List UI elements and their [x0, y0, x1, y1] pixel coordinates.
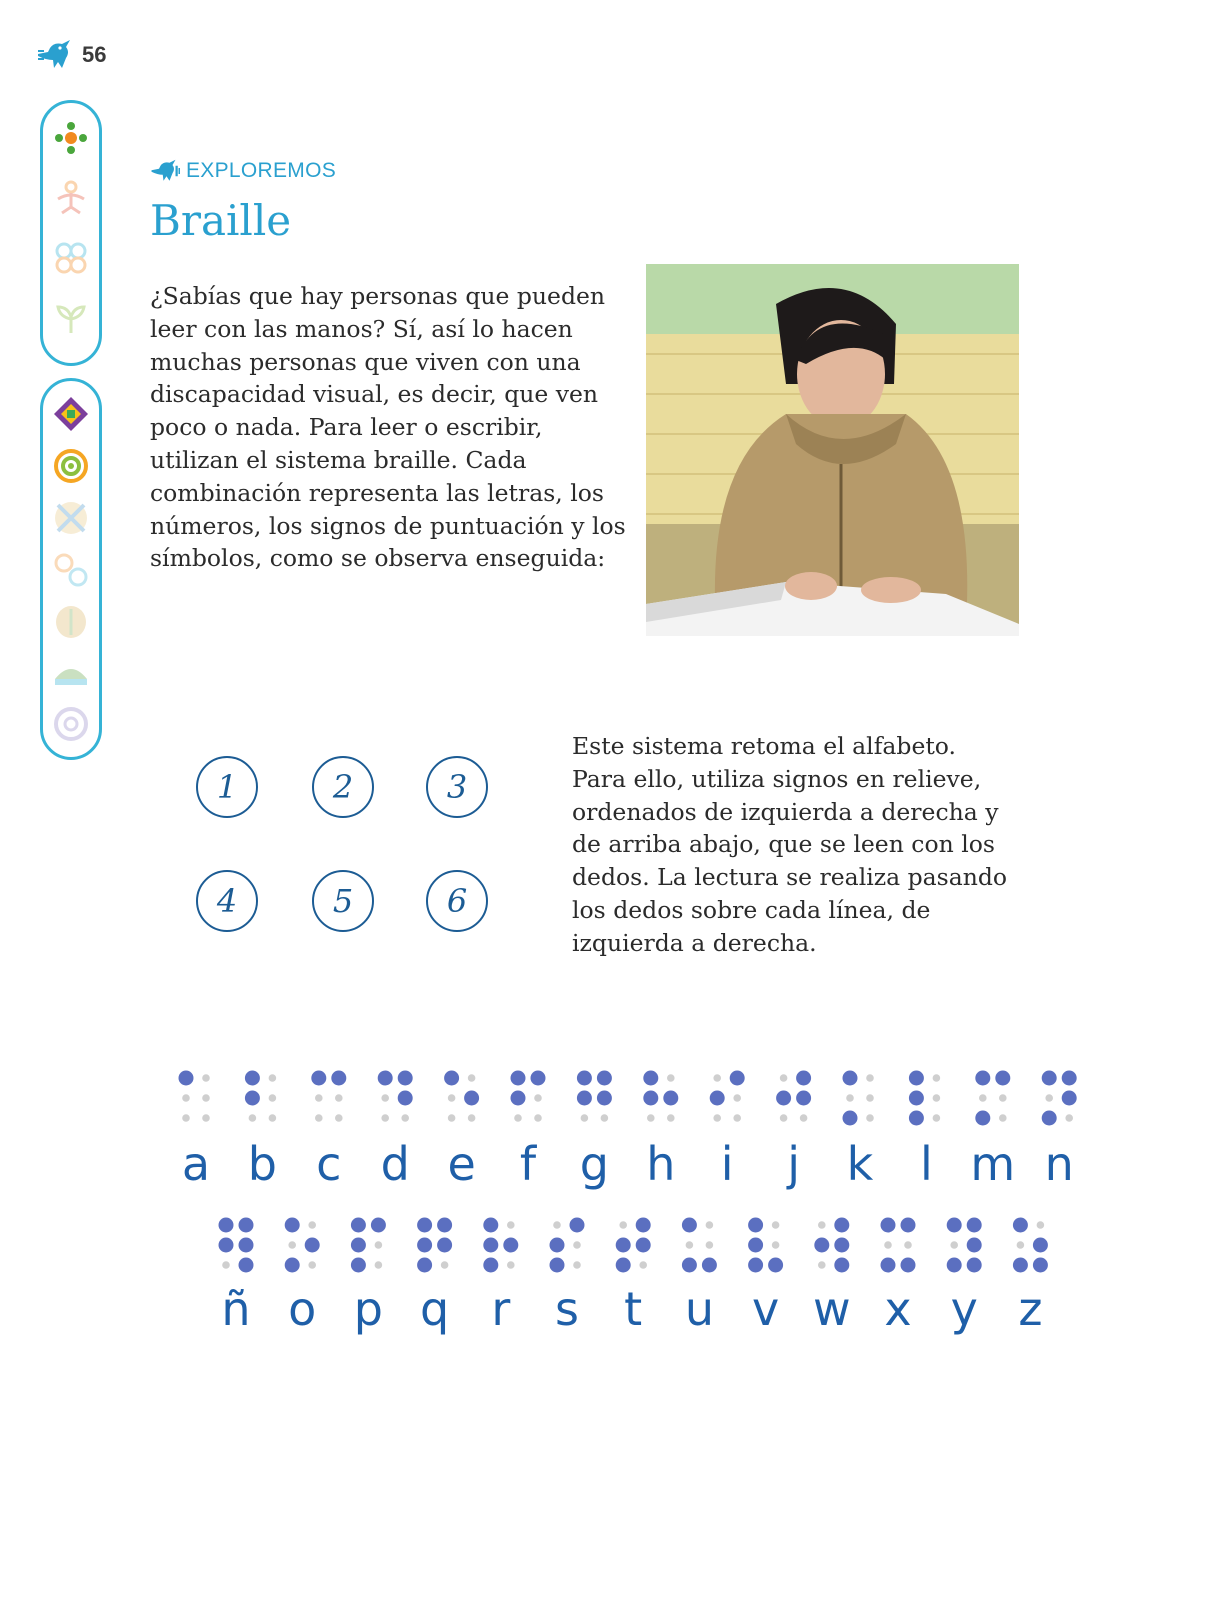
braille-dot-flat-c-3 [315, 1114, 323, 1122]
braille-dot-raised-z-1 [1013, 1218, 1028, 1233]
braille-dot-raised-ñ-1 [219, 1218, 234, 1233]
cell-number-6: 6 [426, 870, 488, 932]
braille-dot-raised-p-3 [351, 1258, 366, 1273]
cell-number-4: 4 [196, 870, 258, 932]
braille-dot-flat-n-6 [1065, 1114, 1073, 1122]
braille-dot-raised-w-4 [834, 1218, 849, 1233]
braille-cell-v [748, 1218, 783, 1337]
braille-dot-flat-m-2 [979, 1094, 987, 1102]
braille-letter-w: w [812, 1282, 851, 1336]
braille-dot-raised-z-5 [1033, 1238, 1048, 1253]
braille-dot-flat-n-2 [1045, 1094, 1053, 1102]
explanation-paragraph: Este sistema retoma el alfabeto. Para ello, utiliza signos en relieve, ordenados de izquierda a derecha y de arriba abajo, que se leen con los dedos. La lectura se realiza pasando los dedos sobre cada línea, de izquierda a derecha. [572, 732, 1008, 957]
braille-dot-flat-b-5 [269, 1094, 277, 1102]
braille-dot-raised-q-2 [417, 1238, 432, 1253]
braille-dot-raised-g-5 [597, 1091, 612, 1106]
braille-dot-raised-r-1 [483, 1218, 498, 1233]
braille-dot-flat-q-6 [441, 1261, 449, 1269]
braille-dot-flat-s-6 [573, 1261, 581, 1269]
braille-dot-raised-h-5 [663, 1091, 678, 1106]
braille-dot-flat-a-2 [182, 1094, 190, 1102]
braille-dot-raised-p-2 [351, 1238, 366, 1253]
braille-letter-o: o [288, 1282, 317, 1336]
braille-dot-raised-y-6 [967, 1258, 982, 1273]
braille-dot-raised-w-5 [834, 1238, 849, 1253]
braille-dot-raised-r-2 [483, 1238, 498, 1253]
braille-dot-flat-x-2 [884, 1241, 892, 1249]
braille-dot-raised-ñ-4 [239, 1218, 254, 1233]
braille-dot-raised-p-4 [371, 1218, 386, 1233]
braille-dot-raised-g-2 [577, 1091, 592, 1106]
braille-dot-raised-t-4 [636, 1218, 651, 1233]
braille-dot-flat-p-5 [375, 1241, 383, 1249]
braille-dot-raised-x-3 [881, 1258, 896, 1273]
braille-dot-flat-d-6 [401, 1114, 409, 1122]
braille-dot-raised-ñ-6 [239, 1258, 254, 1273]
braille-dot-flat-j-6 [800, 1114, 808, 1122]
braille-dot-raised-u-1 [682, 1218, 697, 1233]
braille-dot-flat-k-4 [866, 1074, 874, 1082]
braille-dot-raised-l-1 [909, 1071, 924, 1086]
braille-dot-flat-o-2 [288, 1241, 296, 1249]
braille-dot-flat-d-3 [381, 1114, 389, 1122]
braille-letter-u: u [684, 1282, 714, 1336]
braille-dot-raised-k-3 [843, 1111, 858, 1126]
braille-cell-c [311, 1071, 346, 1192]
braille-dot-raised-m-4 [995, 1071, 1010, 1086]
braille-letter-e: e [447, 1137, 476, 1191]
braille-dot-flat-z-2 [1017, 1241, 1025, 1249]
braille-dot-raised-n-4 [1062, 1071, 1077, 1086]
braille-cell-n [1042, 1071, 1077, 1192]
braille-dot-flat-i-6 [733, 1114, 741, 1122]
braille-dot-raised-i-2 [710, 1091, 725, 1106]
braille-letter-l: l [920, 1137, 933, 1191]
braille-dot-flat-h-3 [647, 1114, 655, 1122]
braille-letter-n: n [1044, 1137, 1074, 1191]
cell-number-3: 3 [426, 756, 488, 818]
braille-dot-flat-t-6 [639, 1261, 647, 1269]
braille-dot-flat-u-2 [686, 1241, 694, 1249]
braille-dot-raised-u-6 [702, 1258, 717, 1273]
braille-dot-raised-j-2 [776, 1091, 791, 1106]
braille-dot-flat-j-3 [780, 1114, 788, 1122]
braille-dot-raised-y-5 [967, 1238, 982, 1253]
braille-letter-q: q [419, 1282, 450, 1336]
braille-cell-q [417, 1218, 452, 1337]
braille-dot-raised-o-1 [285, 1218, 300, 1233]
braille-dot-raised-y-1 [947, 1218, 962, 1233]
braille-dot-flat-w-1 [818, 1221, 826, 1229]
braille-dot-flat-d-2 [381, 1094, 389, 1102]
braille-cell-w [813, 1218, 851, 1337]
braille-cell-e [444, 1071, 479, 1192]
braille-dot-flat-v-4 [772, 1221, 780, 1229]
page-number-text: 56 [82, 42, 107, 67]
braille-letter-z: z [1018, 1282, 1043, 1336]
braille-dot-flat-r-4 [507, 1221, 515, 1229]
braille-dot-flat-i-3 [713, 1114, 721, 1122]
braille-dot-flat-e-3 [448, 1114, 456, 1122]
braille-cell-d [378, 1071, 413, 1192]
braille-dot-raised-l-3 [909, 1111, 924, 1126]
braille-dot-flat-h-4 [667, 1074, 675, 1082]
braille-dot-flat-s-5 [573, 1241, 581, 1249]
braille-cell-p [351, 1218, 386, 1337]
braille-dot-flat-x-5 [904, 1241, 912, 1249]
page-title: Braille [150, 196, 292, 245]
braille-dot-raised-h-2 [643, 1091, 658, 1106]
braille-dot-raised-v-1 [748, 1218, 763, 1233]
braille-dot-raised-y-3 [947, 1258, 962, 1273]
braille-dot-flat-a-3 [182, 1114, 190, 1122]
braille-dot-raised-s-4 [570, 1218, 585, 1233]
braille-cell-z [1013, 1218, 1048, 1337]
braille-dot-raised-b-2 [245, 1091, 260, 1106]
braille-dot-raised-z-3 [1013, 1258, 1028, 1273]
braille-dot-flat-m-5 [999, 1094, 1007, 1102]
cell-number-1: 1 [196, 756, 258, 818]
braille-dot-flat-m-6 [999, 1114, 1007, 1122]
braille-dot-raised-m-1 [975, 1071, 990, 1086]
braille-cell-r [483, 1218, 518, 1337]
braille-dot-raised-d-1 [378, 1071, 393, 1086]
braille-dot-flat-t-1 [619, 1221, 627, 1229]
braille-dot-raised-d-4 [398, 1071, 413, 1086]
braille-dot-flat-i-1 [713, 1074, 721, 1082]
braille-letter-i: i [720, 1137, 734, 1191]
braille-dot-raised-e-5 [464, 1091, 479, 1106]
braille-cell-t [616, 1218, 651, 1337]
braille-cell-u [682, 1218, 717, 1337]
braille-dot-flat-b-3 [249, 1114, 257, 1122]
braille-dot-flat-a-5 [202, 1094, 210, 1102]
braille-dot-raised-n-3 [1042, 1111, 1057, 1126]
braille-dot-raised-l-2 [909, 1091, 924, 1106]
braille-dot-flat-r-6 [507, 1261, 515, 1269]
braille-dot-raised-x-4 [901, 1218, 916, 1233]
braille-dot-flat-b-6 [269, 1114, 277, 1122]
braille-dot-flat-k-6 [866, 1114, 874, 1122]
braille-dot-raised-x-6 [901, 1258, 916, 1273]
braille-dot-flat-o-4 [308, 1221, 316, 1229]
braille-letter-y: y [950, 1282, 978, 1336]
braille-letter-c: c [316, 1137, 342, 1191]
braille-dot-raised-z-6 [1033, 1258, 1048, 1273]
braille-dot-flat-l-4 [933, 1074, 941, 1082]
braille-cell-b [245, 1071, 277, 1192]
braille-letter-a: a [181, 1137, 211, 1191]
braille-dot-raised-c-1 [311, 1071, 326, 1086]
braille-letter-p: p [353, 1282, 384, 1336]
braille-dot-flat-u-4 [706, 1221, 714, 1229]
braille-dot-raised-q-5 [437, 1238, 452, 1253]
braille-letter-r: r [491, 1282, 511, 1336]
section-label-text: EXPLOREMOS [186, 159, 337, 182]
braille-dot-raised-t-5 [636, 1238, 651, 1253]
braille-cell-m [970, 1071, 1015, 1192]
braille-dot-flat-k-5 [866, 1094, 874, 1102]
braille-cell-a [179, 1071, 211, 1192]
braille-cell-o [285, 1218, 320, 1337]
braille-dot-raised-r-5 [503, 1238, 518, 1253]
braille-dot-flat-h-6 [667, 1114, 675, 1122]
braille-dot-raised-w-2 [814, 1238, 829, 1253]
braille-dot-flat-e-6 [468, 1114, 476, 1122]
braille-dot-raised-t-2 [616, 1238, 631, 1253]
braille-dot-flat-i-5 [733, 1094, 741, 1102]
braille-dot-flat-k-2 [846, 1094, 854, 1102]
braille-dot-raised-n-1 [1042, 1071, 1057, 1086]
braille-cell-j [776, 1071, 811, 1192]
braille-dot-raised-y-4 [967, 1218, 982, 1233]
braille-cell-ñ [219, 1218, 254, 1337]
braille-dot-flat-o-6 [308, 1261, 316, 1269]
braille-dot-raised-t-3 [616, 1258, 631, 1273]
braille-dot-flat-a-6 [202, 1114, 210, 1122]
intro-paragraph: ¿Sabías que hay personas que pueden leer con las manos? Sí, así lo hacen muchas personas que viven con una discapacidad visual, es decir, que ven poco o nada. Para leer o escribir, utilizan el sistema braille. Cada combinación representa las letras, los números, los signos de puntuación y los símbolos, como se observa enseguida: [150, 282, 626, 573]
braille-dot-raised-q-4 [437, 1218, 452, 1233]
braille-dot-raised-j-4 [796, 1071, 811, 1086]
braille-dot-flat-c-6 [335, 1114, 343, 1122]
braille-dot-flat-w-3 [818, 1261, 826, 1269]
braille-dot-flat-s-1 [553, 1221, 561, 1229]
braille-dot-flat-b-4 [269, 1074, 277, 1082]
cell-number-2: 2 [312, 756, 374, 818]
braille-dot-raised-f-1 [511, 1071, 526, 1086]
braille-dot-raised-r-3 [483, 1258, 498, 1273]
braille-letter-s: s [555, 1282, 579, 1336]
braille-dot-flat-ñ-3 [222, 1261, 230, 1269]
braille-dot-flat-p-6 [375, 1261, 383, 1269]
braille-dot-raised-q-1 [417, 1218, 432, 1233]
braille-letter-h: h [646, 1137, 676, 1191]
braille-letter-d: d [380, 1137, 410, 1191]
braille-dot-raised-d-5 [398, 1091, 413, 1106]
braille-dot-flat-a-4 [202, 1074, 210, 1082]
braille-dot-raised-n-5 [1062, 1091, 1077, 1106]
braille-dot-raised-v-2 [748, 1238, 763, 1253]
braille-dot-flat-f-6 [534, 1114, 542, 1122]
braille-dot-flat-z-4 [1037, 1221, 1045, 1229]
braille-dot-raised-p-1 [351, 1218, 366, 1233]
braille-dot-flat-e-4 [468, 1074, 476, 1082]
braille-dot-raised-h-1 [643, 1071, 658, 1086]
braille-dot-raised-w-6 [834, 1258, 849, 1273]
braille-letter-k: k [846, 1137, 874, 1191]
braille-cell-g [577, 1071, 612, 1192]
braille-dot-raised-c-4 [331, 1071, 346, 1086]
braille-dot-flat-j-1 [780, 1074, 788, 1082]
braille-cell-s [550, 1218, 585, 1337]
braille-dot-raised-v-6 [768, 1258, 783, 1273]
braille-dot-flat-g-6 [601, 1114, 609, 1122]
braille-letter-x: x [884, 1282, 912, 1336]
braille-dot-flat-c-5 [335, 1094, 343, 1102]
braille-dot-flat-l-6 [933, 1114, 941, 1122]
braille-dot-raised-ñ-5 [239, 1238, 254, 1253]
braille-dot-raised-b-1 [245, 1071, 260, 1086]
braille-dot-flat-f-3 [514, 1114, 522, 1122]
braille-cell-x [881, 1218, 916, 1337]
braille-letter-b: b [247, 1137, 278, 1191]
braille-dot-raised-u-3 [682, 1258, 697, 1273]
braille-dot-flat-f-5 [534, 1094, 542, 1102]
braille-cell-h [643, 1071, 678, 1192]
braille-letter-t: t [624, 1282, 643, 1336]
braille-dot-raised-m-3 [975, 1111, 990, 1126]
braille-dot-flat-v-5 [772, 1241, 780, 1249]
braille-dot-flat-e-2 [448, 1094, 456, 1102]
braille-dot-raised-a-1 [179, 1071, 194, 1086]
braille-dot-raised-f-4 [531, 1071, 546, 1086]
braille-cell-i [710, 1071, 745, 1192]
braille-dot-raised-g-4 [597, 1071, 612, 1086]
braille-letter-m: m [970, 1137, 1016, 1191]
braille-dot-raised-g-1 [577, 1071, 592, 1086]
braille-dot-flat-g-3 [581, 1114, 589, 1122]
braille-dot-raised-ñ-2 [219, 1238, 234, 1253]
braille-cell-l [909, 1071, 940, 1192]
braille-dot-flat-y-2 [950, 1241, 958, 1249]
braille-dot-raised-j-5 [796, 1091, 811, 1106]
braille-dot-raised-v-3 [748, 1258, 763, 1273]
braille-dot-flat-c-2 [315, 1094, 323, 1102]
braille-dot-raised-i-4 [730, 1071, 745, 1086]
braille-letter-v: v [751, 1282, 780, 1336]
braille-cell-k [843, 1071, 874, 1192]
braille-letter-f: f [519, 1137, 537, 1191]
braille-dot-raised-o-3 [285, 1258, 300, 1273]
braille-letter-g: g [579, 1137, 610, 1191]
braille-dot-raised-s-2 [550, 1238, 565, 1253]
braille-letter-j: j [787, 1137, 800, 1191]
braille-dot-raised-s-3 [550, 1258, 565, 1273]
braille-cell-y [947, 1218, 982, 1337]
braille-dot-flat-u-5 [706, 1241, 714, 1249]
braille-dot-raised-x-1 [881, 1218, 896, 1233]
braille-cell-f [511, 1071, 546, 1192]
cell-number-5: 5 [312, 870, 374, 932]
braille-dot-flat-l-5 [933, 1094, 941, 1102]
braille-dot-raised-q-3 [417, 1258, 432, 1273]
braille-dot-raised-o-5 [305, 1238, 320, 1253]
braille-dot-raised-e-1 [444, 1071, 459, 1086]
braille-dot-raised-k-1 [843, 1071, 858, 1086]
braille-dot-raised-f-2 [511, 1091, 526, 1106]
braille-letter-ñ: ñ [221, 1282, 251, 1336]
